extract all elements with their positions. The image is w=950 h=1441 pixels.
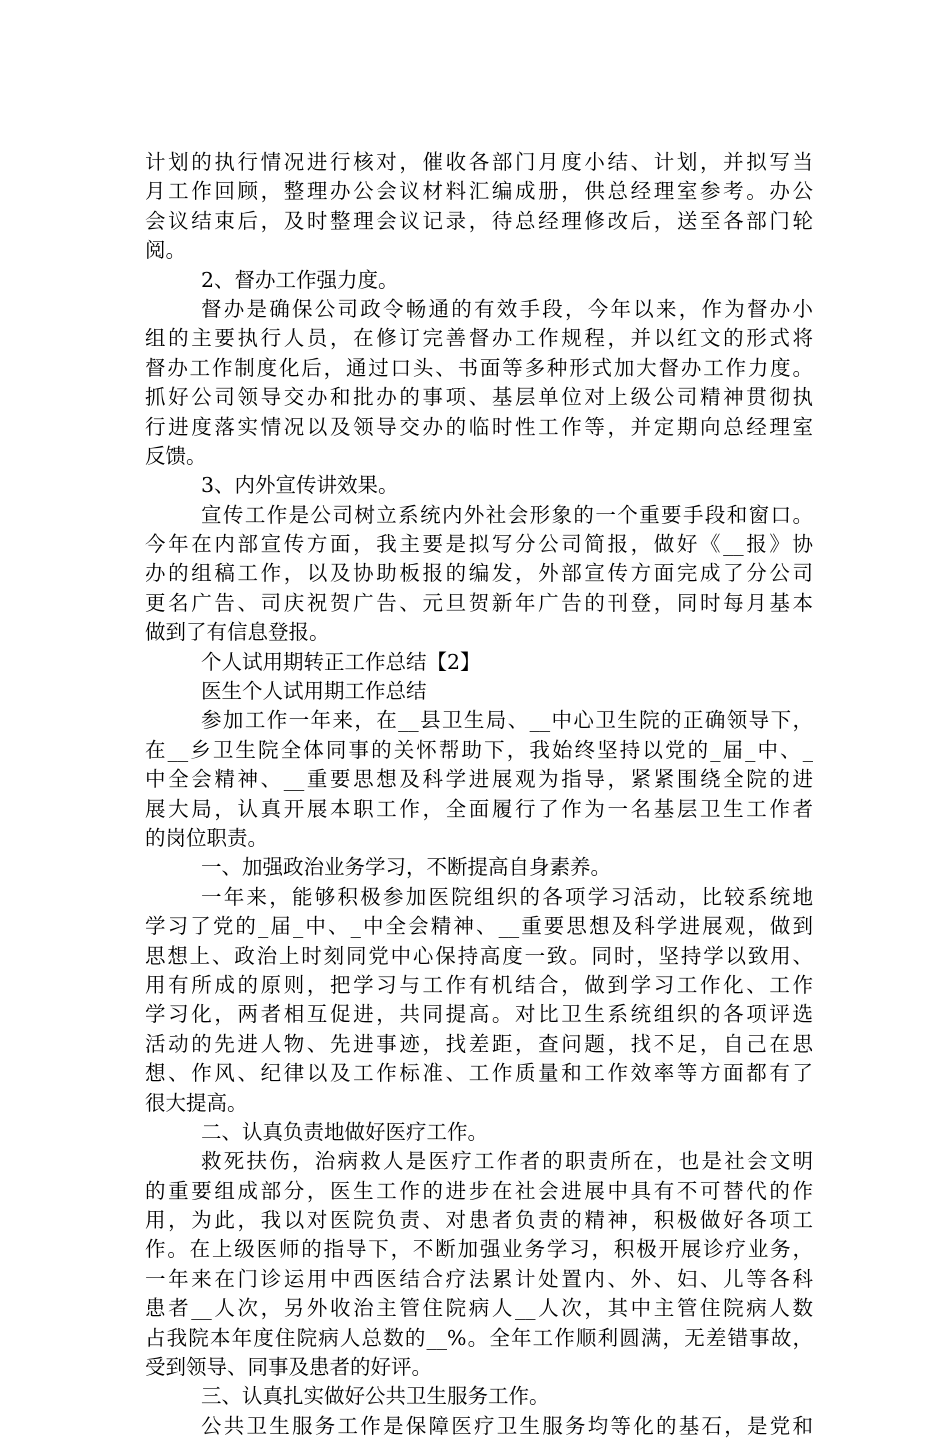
text-line: 医生个人试用期工作总结 [201, 679, 427, 704]
text-line: 学习了党的_届_中、_中全会精神、__重要思想及科学进展观，做到 [145, 914, 813, 939]
text-line: 在__乡卫生院全体同事的关怀帮助下，我始终坚持以党的_届_中、_ [145, 737, 813, 762]
text-line: 三、认真扎实做好公共卫生服务工作。 [201, 1384, 550, 1409]
text-line: 用有所成的原则，把学习与工作有机结合，做到学习工作化、工作 [145, 972, 813, 997]
text-line: 的重要组成部分，医生工作的进步在社会进展中具有不可替代的作 [145, 1178, 813, 1203]
text-line: 一年来，能够积极参加医院组织的各项学习活动，比较系统地 [201, 884, 813, 909]
text-line: 更名广告、司庆祝贺广告、元旦贺新年广告的刊登，同时每月基本 [145, 590, 813, 615]
text-line: 一年来在门诊运用中西医结合疗法累计处置内、外、妇、儿等各科 [145, 1266, 813, 1291]
text-line: 用，为此，我以对医院负责、对患者负责的精神，积极做好各项工 [145, 1208, 813, 1233]
text-line: 做到了有信息登报。 [145, 620, 330, 645]
text-line: 活动的先进人物、先进事迹，找差距，查问题，找不足，自己在思 [145, 1031, 813, 1056]
text-line: 二、认真负责地做好医疗工作。 [201, 1119, 488, 1144]
text-line: 占我院本年度住院病人总数的__%。全年工作顺利圆满，无差错事故， [145, 1325, 813, 1350]
text-line: 抓好公司领导交办和批办的事项、基层单位对上级公司精神贯彻执 [145, 385, 813, 410]
text-line: 行进度落实情况以及领导交办的临时性工作等，并定期向总经理室 [145, 414, 813, 439]
text-line: 阅。 [145, 238, 186, 263]
text-line: 的岗位职责。 [145, 825, 268, 850]
text-line: 反馈。 [145, 443, 207, 468]
text-line: 受到领导、同事及患者的好评。 [145, 1355, 432, 1380]
text-line: 今年在内部宣传方面，我主要是拟写分公司简报，做好《__报》协 [145, 532, 813, 557]
document-body [145, 148, 813, 1441]
text-line: 督办是确保公司政令畅通的有效手段，今年以来，作为督办小 [201, 296, 813, 321]
text-line: 思想上、政治上时刻同党中心保持高度一致。同时，坚持学以致用、 [145, 943, 813, 968]
text-line: 2、督办工作强力度。 [201, 267, 399, 292]
text-line: 组的主要执行人员，在修订完善督办工作规程，并以红文的形式将 [145, 326, 813, 351]
text-line: 宣传工作是公司树立系统内外社会形象的一个重要手段和窗口。 [201, 502, 813, 527]
text-line: 一、加强政治业务学习，不断提高自身素养。 [201, 855, 611, 880]
text-line: 展大局，认真开展本职工作，全面履行了作为一名基层卫生工作者 [145, 796, 813, 821]
text-line: 会议结束后，及时整理会议记录，待总经理修改后，送至各部门轮 [145, 208, 813, 233]
text-line: 计划的执行情况进行核对，催收各部门月度小结、计划，并拟写当 [145, 150, 813, 174]
text-line: 3、内外宣传讲效果。 [201, 473, 399, 498]
text-line: 办的组稿工作，以及协助板报的编发，外部宣传方面完成了分公司 [145, 561, 813, 586]
text-line: 学习化，两者相互促进，共同提高。对比卫生系统组织的各项评选 [145, 1002, 813, 1027]
text-line: 督办工作制度化后，通过口头、书面等多种形式加大督办工作力度。 [145, 355, 813, 380]
text-line: 个人试用期转正工作总结【2】 [201, 649, 481, 674]
text-line: 作。在上级医师的指导下，不断加强业务学习，积极开展诊疗业务， [145, 1237, 813, 1262]
text-line: 月工作回顾，整理办公会议材料汇编成册，供总经理室参考。办公 [145, 179, 813, 204]
text-line: 救死扶伤，治病救人是医疗工作者的职责所在，也是社会文明 [201, 1149, 813, 1174]
text-line: 很大提高。 [145, 1090, 248, 1115]
text-line: 参加工作一年来，在__县卫生局、__中心卫生院的正确领导下， [201, 708, 813, 733]
text-line: 想、作风、纪律以及工作标准、工作质量和工作效率等方面都有了 [145, 1061, 813, 1086]
text-line: 患者__人次，另外收治主管住院病人__人次，其中主管住院病人数 [145, 1296, 813, 1321]
text-line: 中全会精神、__重要思想及科学进展观为指导，紧紧围绕全院的进 [145, 767, 813, 792]
text-line: 公共卫生服务工作是保障医疗卫生服务均等化的基石，是党和 [201, 1413, 813, 1438]
